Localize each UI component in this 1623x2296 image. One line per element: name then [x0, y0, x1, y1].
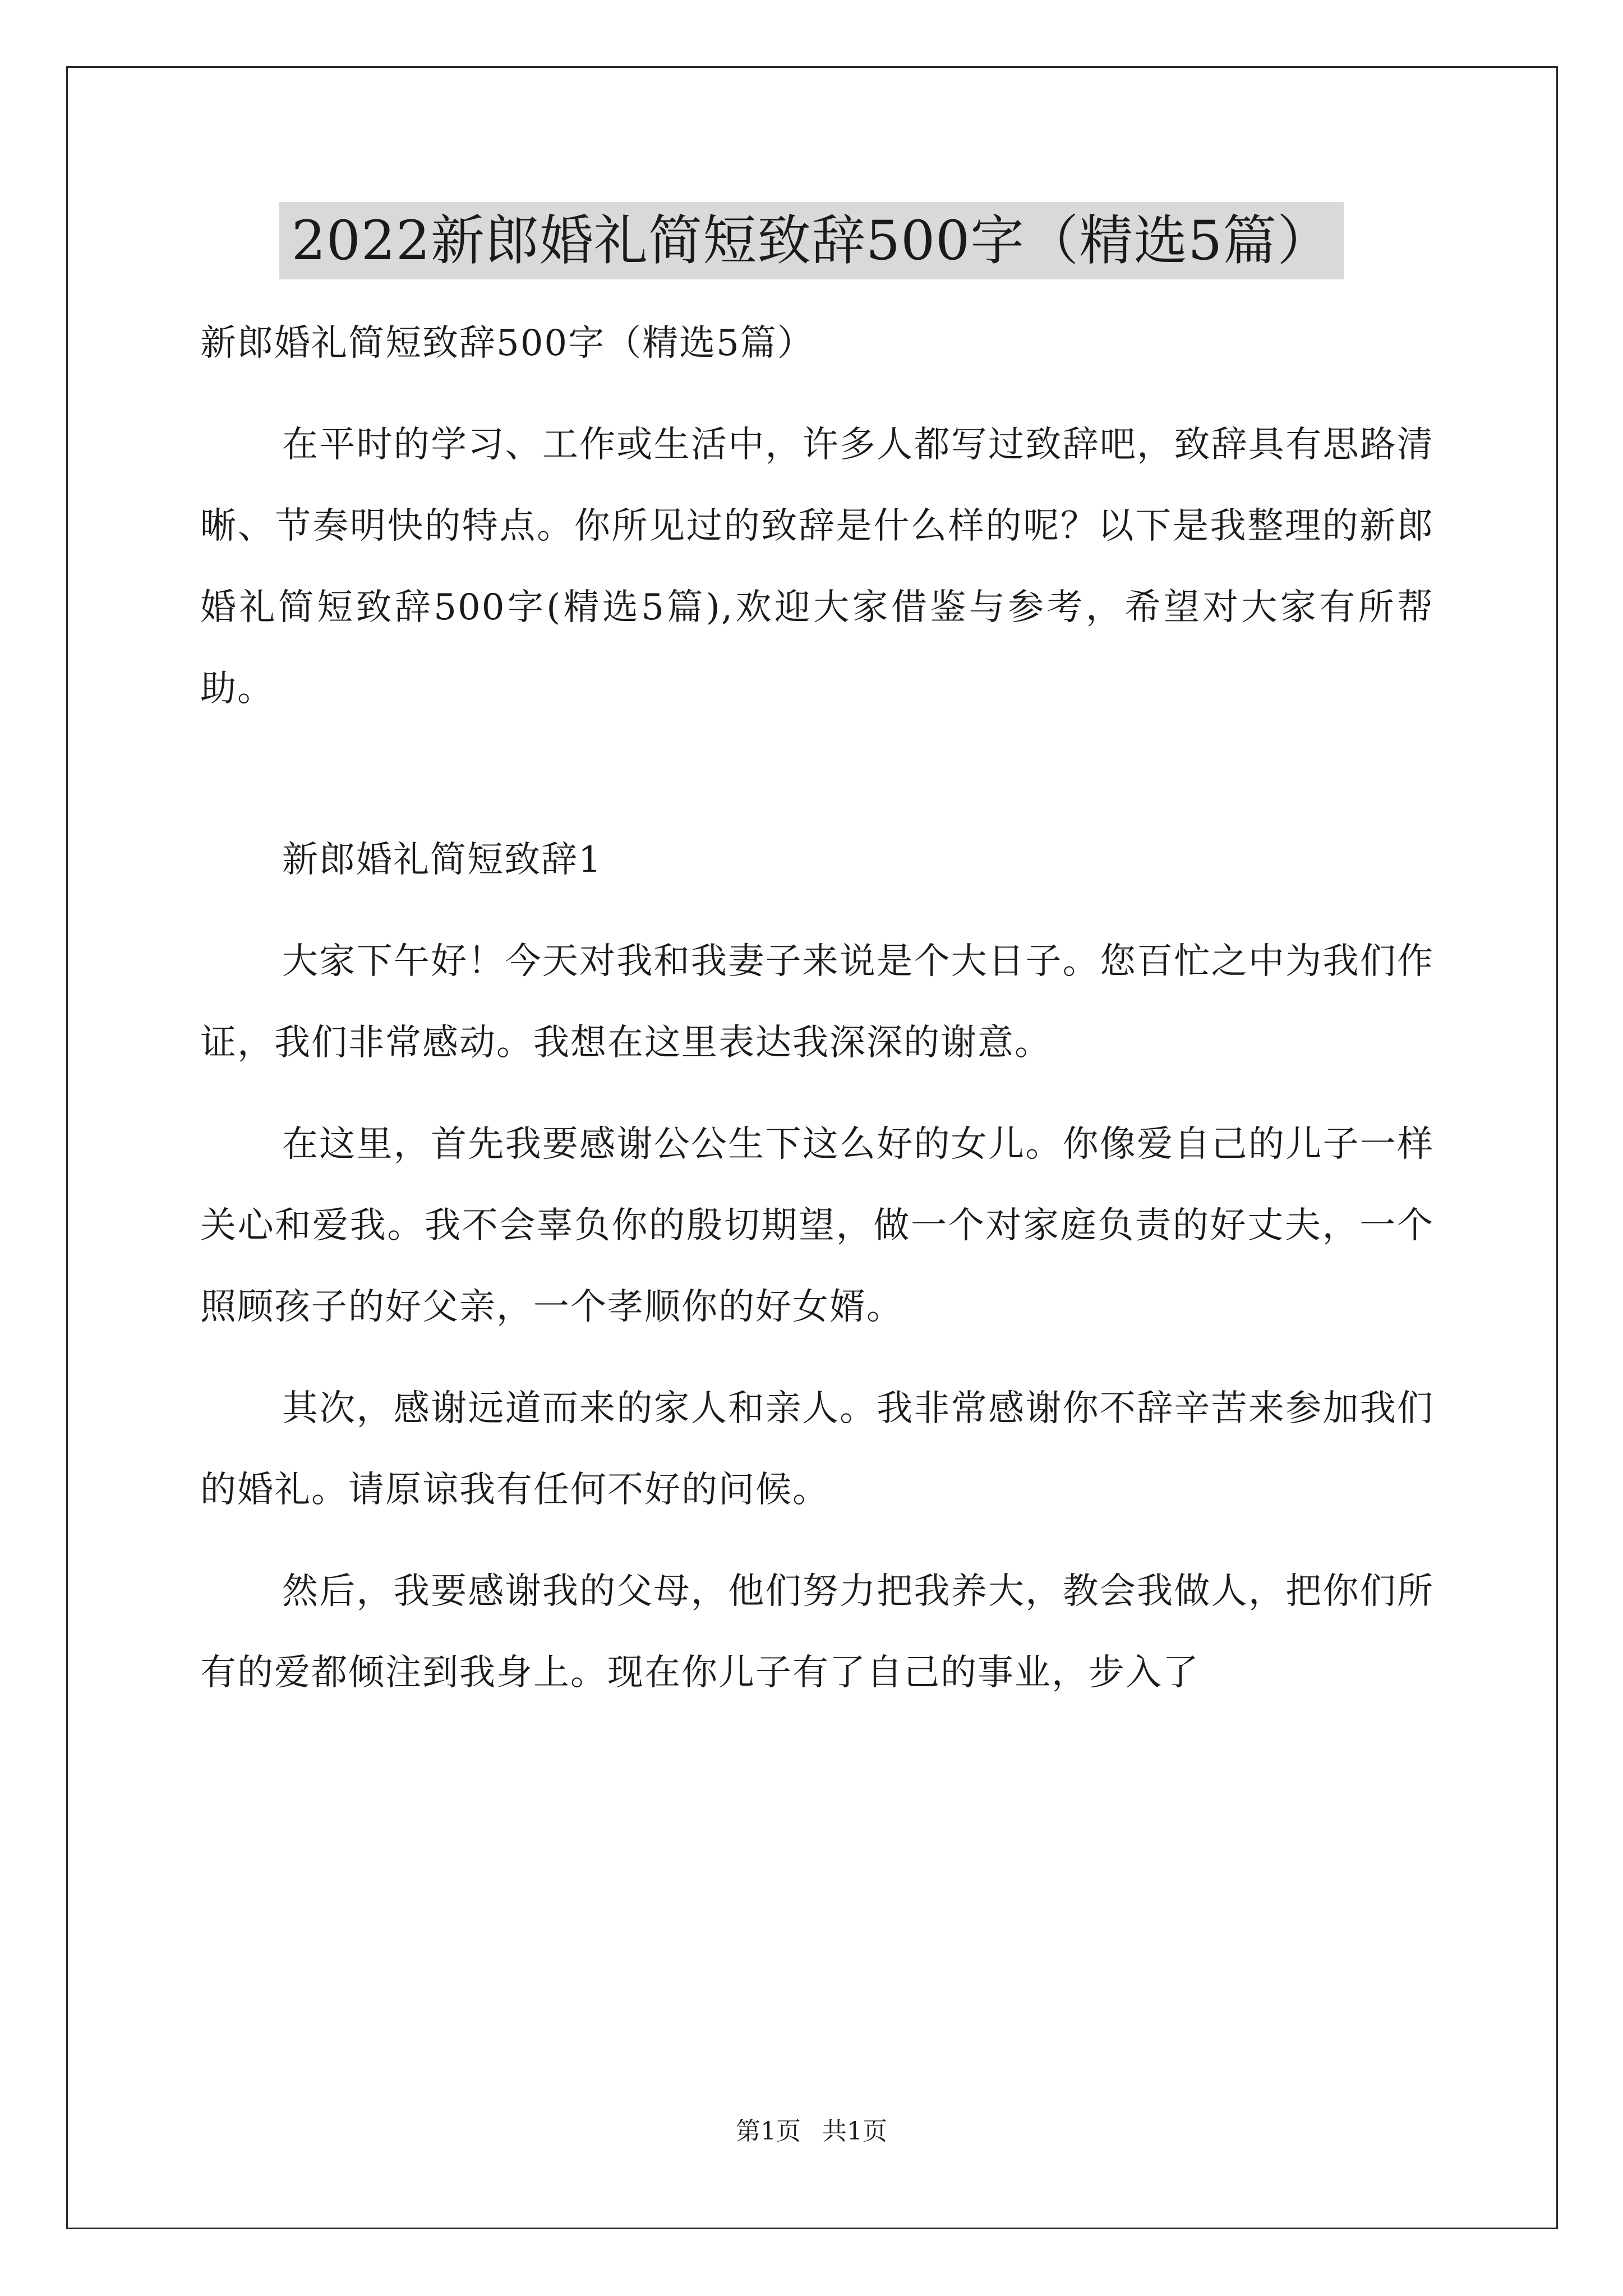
document-subtitle: 新郎婚礼简短致辞500字（精选5篇）: [200, 323, 814, 364]
page-number: 第1页: [736, 2117, 801, 2146]
document-body: [200, 303, 1434, 1714]
title-container: [0, 202, 1623, 279]
body-paragraph-4: 然后，我要感谢我的父母，他们努力把我养大，教会我做人，把你们所有的爱都倾注到我身上。现在你儿子有了自己的事业，步入了: [200, 1571, 1434, 1694]
body-paragraph-3: 其次，感谢远道而来的家人和亲人。我非常感谢你不辞辛苦来参加我们的婚礼。请原谅我有任何不好的问候。: [200, 1388, 1434, 1511]
document-title: 2022新郎婚礼简短致辞500字（精选5篇）: [279, 202, 1344, 279]
section-heading: 新郎婚礼简短致辞1: [282, 839, 602, 881]
body-paragraph-1: 大家下午好！今天对我和我妻子来说是个大日子。您百忙之中为我们作证，我们非常感动。我想在这里表达我深深的谢意。: [200, 941, 1434, 1064]
page-total: 共1页: [822, 2117, 887, 2146]
page-footer: [0, 2115, 1623, 2148]
body-paragraph-2: 在这里，首先我要感谢公公生下这么好的女儿。你像爱自己的儿子一样关心和爱我。我不会辜负你的殷切期望，做一个对家庭负责的好丈夫，一个照顾孩子的好父亲，一个孝顺你的好女婿。: [200, 1124, 1434, 1328]
intro-paragraph: 在平时的学习、工作或生活中，许多人都写过致辞吧，致辞具有思路清晰、节奏明快的特点。你所见过的致辞是什么样的呢？以下是我整理的新郎婚礼简短致辞500字(精选5篇),欢迎大家借鉴与参考，希望对大家有所帮助。: [200, 424, 1434, 710]
